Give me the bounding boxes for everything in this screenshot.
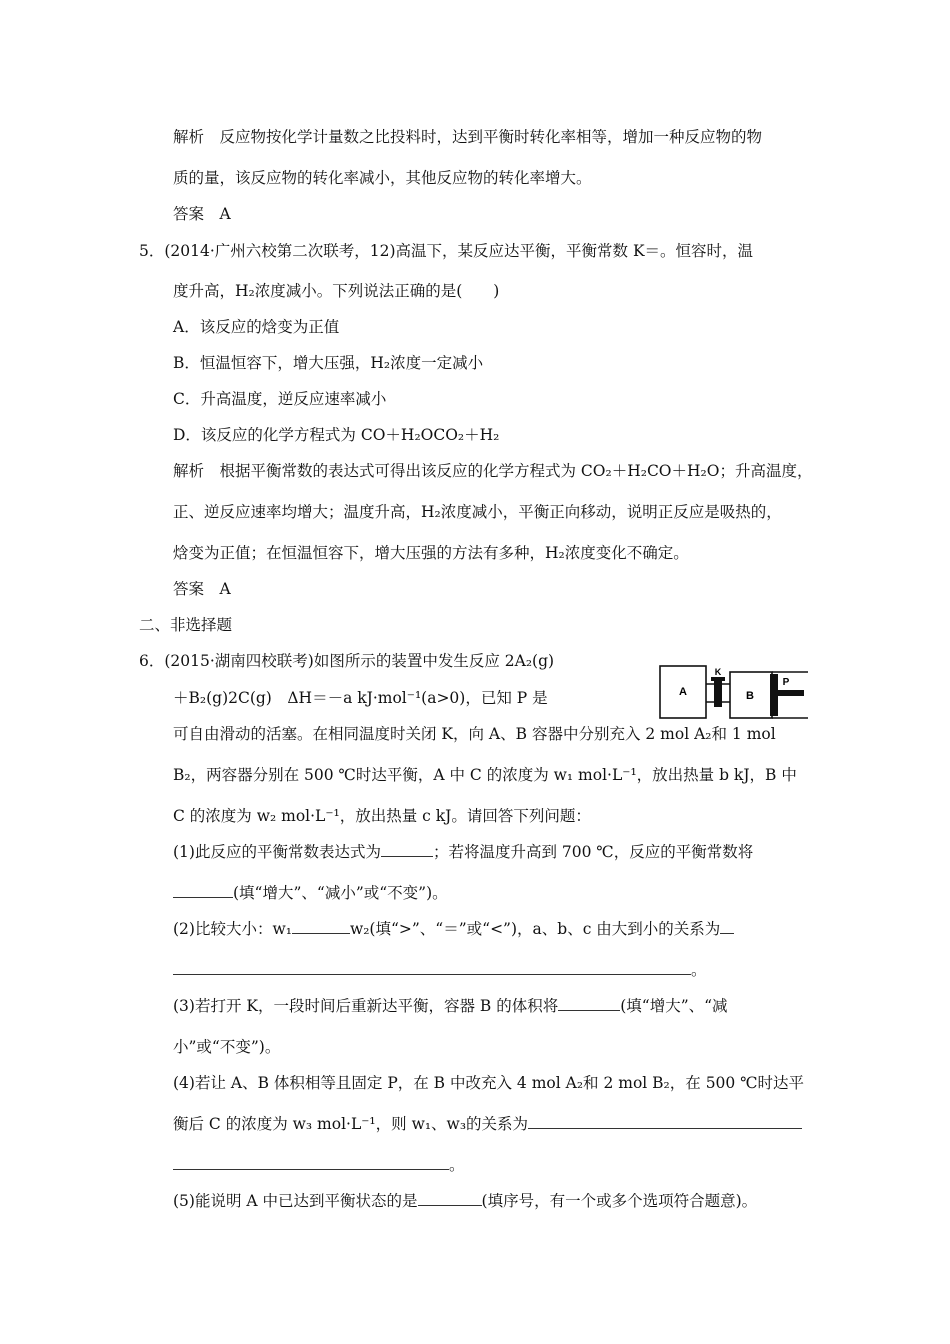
valve-k-icon: [714, 677, 722, 707]
q6-part-4-line-2: 衡后 C 的浓度为 w₃ mol·L⁻¹，则 w₁、w₃的关系为: [173, 1114, 802, 1134]
label-p: P: [782, 677, 790, 688]
q6-part-4-line-3: 。: [173, 1155, 465, 1175]
prev-answer: 答案 A: [173, 205, 231, 223]
q6-part-3-line-1: (3)若打开 K，一段时间后重新达平衡，容器 B 的体积将 (填“增大”、“减: [173, 997, 728, 1015]
q6-part-5-line-1: (5)能说明 A 中已达到平衡状态的是 (填序号，有一个或多个选项符合题意)。: [173, 1192, 758, 1210]
label-k: K: [714, 667, 722, 677]
q6-part-1-line-1: (1)此反应的平衡常数表达式为 ；若将温度升高到 700 ℃，反应的平衡常数将: [173, 843, 754, 861]
section-title: 二、非选择题: [139, 616, 233, 634]
answer-blank[interactable]: [173, 1155, 449, 1170]
q6-stem-line-5: C 的浓度为 w₂ mol·L⁻¹，放出热量 c kJ。请回答下列问题：: [173, 807, 591, 825]
label-a: A: [679, 686, 687, 698]
label-b: B: [746, 690, 754, 702]
q5-explanation-line-2: 正、逆反应速率均增大；温度升高，H₂浓度减小，平衡正向移动，说明正反应是吸热的，: [173, 503, 782, 521]
q6-stem-line-2: ＋B₂(g)2C(g) ΔH＝－a kJ·mol⁻¹(a>0)，已知 P 是: [173, 689, 548, 707]
q6-stem-line-3: 可自由滑动的活塞。在相同温度时关闭 K，向 A、B 容器中分别充入 2 mol A₂和 1 mol: [173, 725, 776, 743]
answer-blank[interactable]: [418, 1191, 482, 1206]
q5-explanation-line-1: 解析 根据平衡常数的表达式可得出该反应的化学方程式为 CO₂＋H₂CO＋H₂O；升高温度，: [173, 462, 813, 480]
q5-option-d: D．该反应的化学方程式为 CO＋H₂OCO₂＋H₂: [173, 426, 500, 444]
q5-explanation-line-3: 焓变为正值；在恒温恒容下，增大压强的方法有多种，H₂浓度变化不确定。: [173, 544, 689, 562]
answer-blank[interactable]: [173, 960, 691, 975]
q6-part-1-line-2: (填“增大”、“减小”或“不变”)。: [173, 883, 448, 903]
answer-blank[interactable]: [173, 883, 233, 898]
q6-stem-line-1: 6．(2015·湖南四校联考)如图所示的装置中发生反应 2A₂(g): [139, 652, 555, 670]
answer-blank[interactable]: [558, 996, 620, 1011]
q5-stem-line-1: 5．(2014·广州六校第二次联考，12)高温下，某反应达平衡，平衡常数 K＝。恒容时，温: [139, 242, 754, 260]
q6-part-3-line-2: 小”或“不变”)。: [173, 1038, 281, 1056]
answer-blank[interactable]: [292, 919, 350, 934]
prev-explanation-line-1: 解析 反应物按化学计量数之比投料时，达到平衡时转化率相等，增加一种反应物的物: [173, 128, 763, 146]
valve-k-handle-icon: [711, 677, 725, 681]
piston-p-icon: [770, 674, 778, 716]
q5-option-c: C．升高温度，逆反应速率减小: [173, 390, 387, 408]
prev-explanation-line-2: 质的量，该反应物的转化率减小，其他反应物的转化率增大。: [173, 169, 592, 187]
q6-stem-line-4: B₂，两容器分别在 500 ℃时达平衡，A 中 C 的浓度为 w₁ mol·L⁻¹，放出热量 b kJ，B 中: [173, 766, 797, 784]
q6-part-2-line-2: 。: [173, 960, 707, 980]
apparatus-diagram: [658, 664, 810, 720]
q5-stem-line-2: 度升高，H₂浓度减小。下列说法正确的是( ): [173, 282, 500, 300]
piston-rod-icon: [778, 690, 804, 696]
q5-option-a: A．该反应的焓变为正值: [173, 318, 340, 336]
q6-part-4-line-1: (4)若让 A、B 体积相等且固定 P，在 B 中改充入 4 mol A₂和 2 mol B₂，在 500 ℃时达平: [173, 1074, 805, 1092]
q5-answer: 答案 A: [173, 580, 231, 598]
answer-blank[interactable]: [720, 919, 734, 934]
answer-blank[interactable]: [381, 842, 433, 857]
answer-blank[interactable]: [528, 1114, 802, 1129]
q5-option-b: B．恒温恒容下，增大压强，H₂浓度一定减小: [173, 354, 484, 372]
q6-part-2-line-1: (2)比较大小：w₁ w₂(填“>”、“＝”或“<”)，a、b、c 由大到小的关系为: [173, 919, 734, 939]
